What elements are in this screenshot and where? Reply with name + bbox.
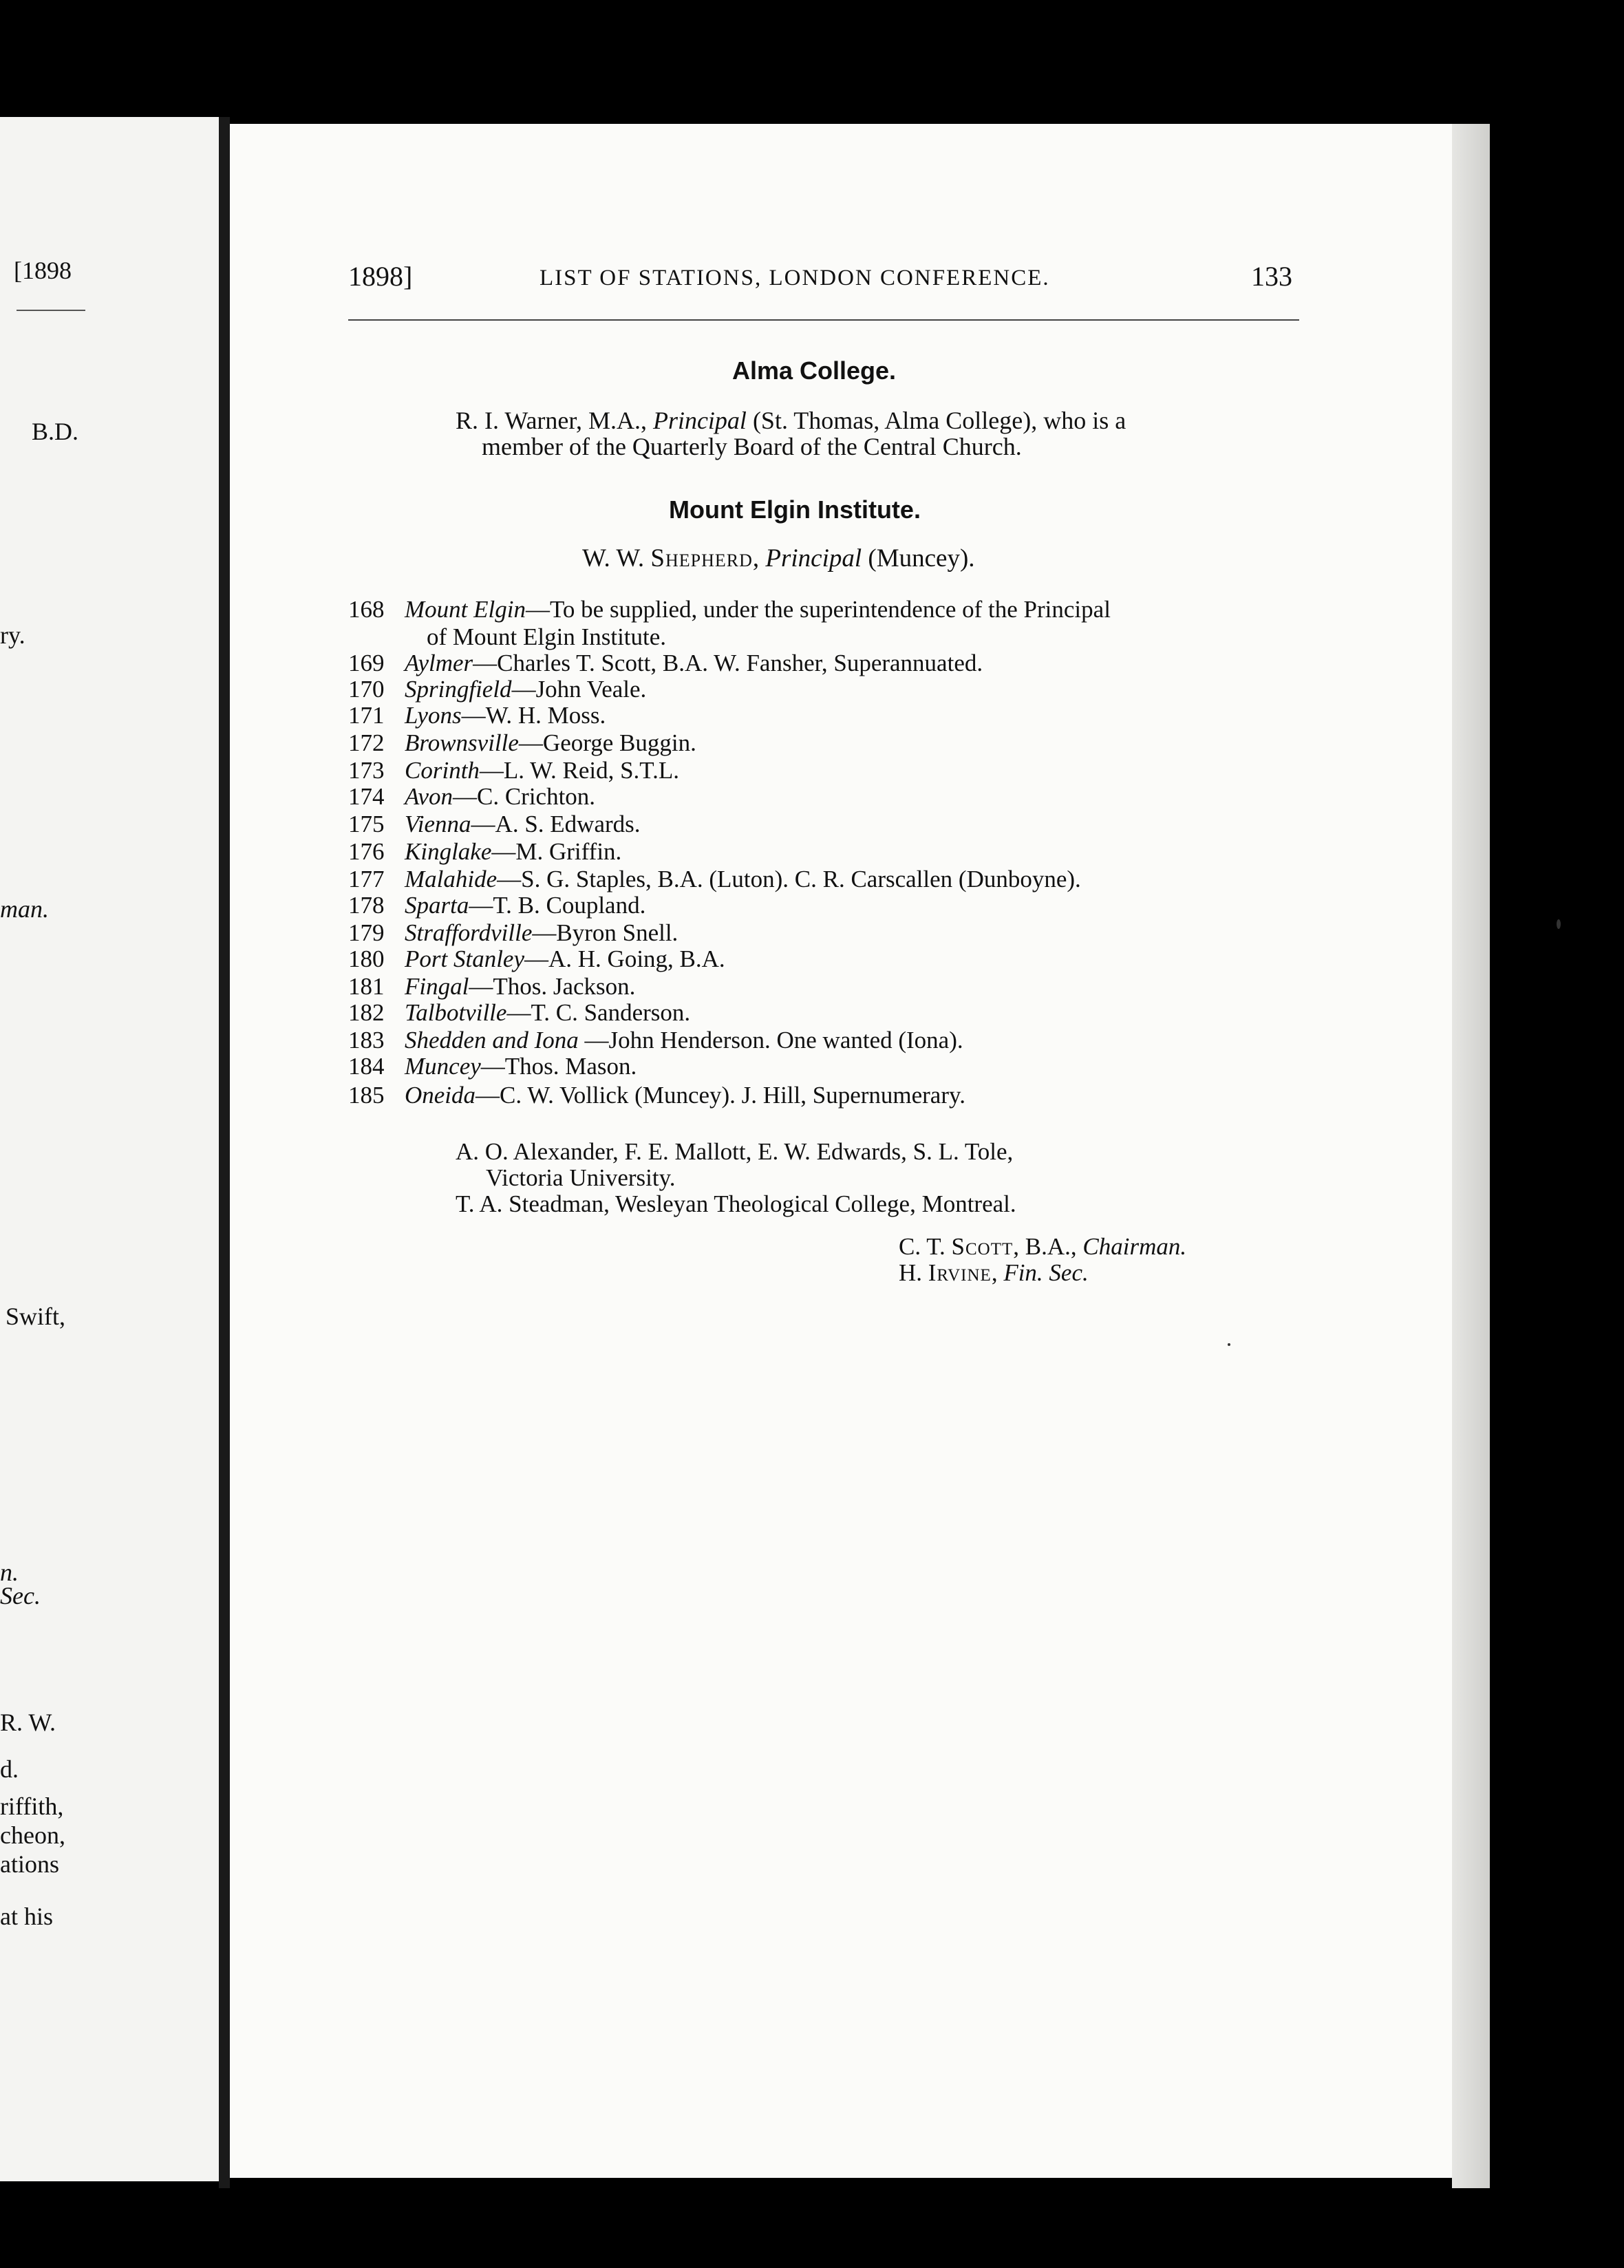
station-place: Port Stanley [405, 945, 524, 972]
station-number: 185 [348, 1082, 385, 1109]
station-ministers: —S. G. Staples, B.A. (Luton). C. R. Carscallen (Dunboyne). [497, 866, 1081, 892]
mount-elgin-heading: Mount Elgin Institute. [669, 495, 921, 524]
station-ministers: —Byron Snell. [532, 919, 679, 946]
left-page-fragment: [1898 [14, 257, 72, 284]
station-number: 174 [348, 783, 385, 810]
alma-college-principal-line [456, 406, 1126, 435]
station-ministers: —John Veale. [511, 676, 647, 703]
header-rule [348, 319, 1299, 321]
students-line-1: A. O. Alexander, F. E. Mallott, E. W. Edwards, S. L. Tole, [456, 1138, 1014, 1165]
station-row [348, 676, 646, 703]
station-row [348, 783, 595, 811]
alma-college-board-line: member of the Quarterly Board of the Central Church. [482, 433, 1022, 460]
book-spine [219, 117, 230, 2188]
students-line-2: T. A. Steadman, Wesleyan Theological College, Montreal. [456, 1190, 1016, 1217]
station-ministers: —W. H. Moss. [461, 702, 606, 729]
station-place: Shedden and Iona [405, 1027, 579, 1053]
station-ministers: —A. H. Going, B.A. [524, 945, 725, 972]
station-place: Oneida [405, 1082, 476, 1109]
station-number: 184 [348, 1053, 385, 1080]
station-row [348, 1027, 963, 1054]
left-page-fragment: R. W. [0, 1709, 56, 1736]
station-row [348, 757, 679, 784]
secretary-initials: H. [899, 1259, 928, 1286]
station-row [348, 866, 1081, 893]
principal-location: (Muncey). [862, 544, 975, 573]
chairman-surname: Scott [951, 1233, 1014, 1260]
station-ministers: —T. B. Coupland. [469, 892, 646, 919]
left-page-fragment: man. [0, 895, 49, 923]
station-place: Corinth [405, 757, 480, 784]
station-ministers: —T. C. Sanderson. [506, 999, 691, 1026]
facing-page-left [0, 117, 219, 2181]
station-ministers: —To be supplied, under the superintendence of the Principal [525, 596, 1111, 623]
station-number: 180 [348, 945, 385, 972]
left-page-fragment: riffith, [0, 1793, 64, 1820]
station-number: 183 [348, 1027, 385, 1053]
station-number: 172 [348, 729, 385, 756]
station-ministers: —John Henderson. One wanted (Iona). [578, 1027, 963, 1053]
station-168-continuation: of Mount Elgin Institute. [427, 623, 667, 650]
station-place: Straffordville [405, 919, 533, 946]
running-head-title: LIST OF STATIONS, LONDON CONFERENCE. [539, 266, 1050, 290]
station-ministers: —A. S. Edwards. [471, 811, 641, 837]
station-place: Lyons [405, 702, 462, 729]
station-place: Muncey [405, 1053, 481, 1080]
station-place: Sparta [405, 892, 469, 919]
students-line-1b: Victoria University. [486, 1164, 676, 1191]
station-place: Malahide [405, 866, 498, 892]
station-row [348, 1082, 965, 1109]
secretary-signature [899, 1259, 1089, 1287]
left-page-fragment: d. [0, 1755, 19, 1783]
station-place: Brownsville [405, 729, 519, 756]
principal-name: R. I. Warner, M.A., [456, 407, 653, 434]
chairman-signature [899, 1233, 1186, 1261]
station-number: 178 [348, 892, 385, 919]
principal-role: Principal [765, 544, 862, 573]
principal-role: Principal [652, 407, 747, 434]
station-row [348, 973, 635, 1001]
secretary-surname: Irvine [928, 1259, 992, 1286]
speck [1228, 1343, 1230, 1346]
station-number: 175 [348, 811, 385, 837]
secretary-role: Fin. Sec. [1003, 1259, 1089, 1286]
principal-surname: Shepherd [650, 544, 753, 573]
station-row [348, 1053, 637, 1080]
left-page-fragment: Swift, [6, 1303, 66, 1330]
station-row [348, 596, 1111, 623]
station-place: Kinglake [405, 838, 492, 865]
station-place: Aylmer [405, 650, 473, 676]
station-number: 182 [348, 999, 385, 1026]
station-row [348, 729, 696, 757]
station-place: Talbotville [405, 999, 507, 1026]
chairman-degree: , B.A., [1013, 1233, 1083, 1260]
left-page-fragment: n. [0, 1559, 19, 1586]
station-number: 173 [348, 757, 385, 784]
station-place: Fingal [405, 973, 469, 1000]
station-ministers: —C. W. Vollick (Muncey). J. Hill, Supernumerary. [476, 1082, 965, 1109]
station-row [348, 945, 725, 973]
page-edge [1452, 124, 1490, 2188]
station-number: 171 [348, 702, 385, 729]
station-number: 176 [348, 838, 385, 865]
station-number: 177 [348, 866, 385, 892]
station-ministers: —Thos. Jackson. [469, 973, 636, 1000]
station-ministers: —Thos. Mason. [480, 1053, 637, 1080]
left-page-fragment: at his [0, 1903, 53, 1930]
principal-details: (St. Thomas, Alma College), who is a [746, 407, 1126, 434]
left-header-rule [17, 310, 85, 311]
station-ministers: —C. Crichton. [452, 783, 596, 810]
station-number: 181 [348, 973, 385, 1000]
station-row [348, 999, 690, 1027]
station-row [348, 838, 621, 866]
speck [1557, 919, 1561, 929]
left-page-fragment: Sec. [0, 1582, 41, 1609]
left-page-fragment: ations [0, 1850, 59, 1878]
alma-college-heading: Alma College. [732, 356, 897, 385]
station-ministers: —M. Griffin. [491, 838, 622, 865]
chairman-initials: C. T. [899, 1233, 952, 1260]
mount-elgin-principal-line: W. W. Shepherd, Principal (Muncey). [582, 544, 975, 573]
station-ministers: —George Buggin. [518, 729, 696, 756]
station-row [348, 702, 606, 729]
chairman-role: Chairman. [1082, 1233, 1187, 1260]
page-number: 133 [1251, 261, 1292, 292]
station-place: Vienna [405, 811, 471, 837]
principal-initials: W. W. [582, 544, 651, 573]
left-page-fragment: ry. [0, 621, 25, 649]
station-ministers: —Charles T. Scott, B.A. W. Fansher, Superannuated. [473, 650, 983, 676]
station-place: Springfield [405, 676, 512, 703]
station-row [348, 919, 678, 947]
left-page-fragment: B.D. [32, 418, 79, 445]
station-row [348, 892, 645, 919]
station-number: 170 [348, 676, 385, 703]
running-head-year: 1898] [348, 261, 413, 292]
station-row [348, 811, 641, 838]
station-ministers: —L. W. Reid, S.T.L. [479, 757, 679, 784]
station-number: 168 [348, 596, 385, 623]
station-number: 179 [348, 919, 385, 946]
left-page-fragment: cheon, [0, 1821, 65, 1849]
station-row [348, 650, 983, 677]
station-number: 169 [348, 650, 385, 676]
secretary-separator: , [991, 1259, 1004, 1286]
station-place: Mount Elgin [405, 596, 526, 623]
station-place: Avon [405, 783, 453, 810]
